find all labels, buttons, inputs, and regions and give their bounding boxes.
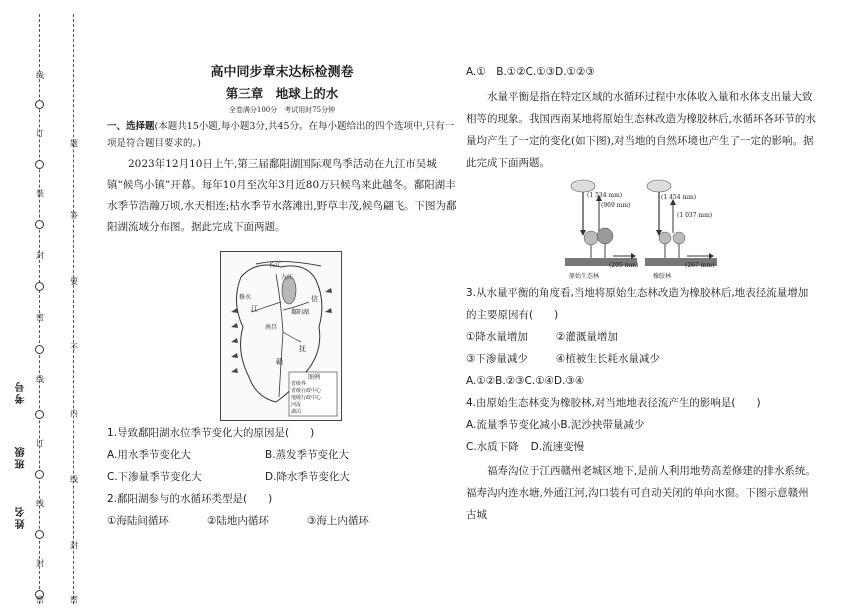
binding-char: 线 xyxy=(36,375,44,384)
q4-option-b[interactable]: B.泥沙挟带量减少 xyxy=(560,419,645,431)
q4-option-c[interactable]: C.水质下降 xyxy=(466,441,519,453)
q4-stem: 4.由原始生态林变为橡胶林,对当地地表径流产生的影响是( ) xyxy=(466,397,761,409)
binding-hole xyxy=(35,282,44,291)
q3-stem: 3.从水量平衡的角度看,当地将原始生态林改造为橡胶林后,地表径流量增加的主要原因有( ) xyxy=(466,287,809,321)
legend-item: 省级行政中心 xyxy=(291,388,322,394)
binding-char: 线 xyxy=(70,475,78,484)
water-balance-diagram xyxy=(561,178,717,282)
legend-item: 湖泊 xyxy=(291,409,302,415)
q1-option-b[interactable]: B.蒸发季节变化大 xyxy=(265,449,350,461)
q1-option-c[interactable]: C.下渗量季节变化大 xyxy=(107,471,202,483)
q1-stem: 1.导致鄱阳湖水位季节变化大的原因是( ) xyxy=(107,427,315,439)
left-runoff-value: (205 mm) xyxy=(609,262,639,269)
binding-char: 密 xyxy=(36,313,44,322)
left-precip-value: (1 534 mm) xyxy=(587,192,623,199)
q3-item-4: ④植被生长耗水量减少 xyxy=(555,353,660,365)
map-label-changjiang: 长江 xyxy=(269,262,282,269)
binding-hole xyxy=(35,345,44,354)
right-transp-value: (1 037 mm) xyxy=(677,212,713,219)
exam-title: 高中同步章末达标检测卷 xyxy=(210,65,354,80)
section-heading: 一、选择题 xyxy=(107,121,155,132)
name-label: 姓名 xyxy=(16,505,27,529)
binding-char: 不 xyxy=(70,343,78,352)
map-legend xyxy=(291,374,337,416)
binding-hole xyxy=(35,410,44,419)
q1-option-d[interactable]: D.降水季节变化大 xyxy=(265,471,350,483)
legend-title: 图例 xyxy=(307,374,320,381)
binding-char: 要 xyxy=(70,277,78,286)
map-label-poyang: 鄱阳湖 xyxy=(291,309,310,316)
questions-1-2 xyxy=(107,422,457,532)
binding-char: 订 xyxy=(36,439,44,448)
left-transp-value: (969 mm) xyxy=(601,202,631,209)
section-instruction-text: (本题共15小题,每小题3分,共45分。在每小题给出的四个选项中,只有一项是符合题目要求的。) xyxy=(107,121,455,149)
binding-char: 装 xyxy=(36,189,44,198)
q3-item-3: ③下渗量减少 xyxy=(466,353,528,365)
right-runoff-value: (267 mm) xyxy=(685,262,715,269)
binding-char: 密 xyxy=(36,595,44,604)
q3-options[interactable]: A.①②B.②③C.①④D.③④ xyxy=(466,375,585,387)
q4-option-a[interactable]: A.流量季节变化减小 xyxy=(466,419,561,431)
q2-item-1: ①海陆间循环 xyxy=(107,515,169,527)
map-label-jiujiang: 九江 xyxy=(281,274,294,281)
q4-options-row2 xyxy=(466,436,816,458)
map-label-fu: 抚 xyxy=(299,345,306,353)
binding-char: 线 xyxy=(36,71,44,80)
binding-char: 内 xyxy=(70,409,78,418)
q4-options-row1 xyxy=(466,414,816,436)
right-column xyxy=(466,62,816,174)
passage-fushougou: 福寿沟位于江西赣州老城区地下,是前人利用地势高差修建的排水系统。福寿沟内连水塘,外通江河,沟口装有可自动关闭的单向水窗。下图示意赣州古城 xyxy=(466,465,816,521)
left-column xyxy=(107,62,457,238)
binding-char: 订 xyxy=(36,129,44,138)
left-caption: 原始生态林 xyxy=(569,273,600,280)
questions-3-4 xyxy=(466,282,816,458)
q2-options[interactable]: A.① B.①②C.①③D.①②③ xyxy=(466,66,595,78)
binding-char: 线 xyxy=(36,499,44,508)
binding-hole xyxy=(35,530,44,539)
q1-option-a[interactable]: A.用水季节变化大 xyxy=(107,449,191,461)
q1-options-row1 xyxy=(107,444,457,466)
binding-char: 密 xyxy=(70,595,78,604)
binding-char: 题 xyxy=(70,139,78,148)
binding-hole xyxy=(35,220,44,229)
right-caption: 橡胶林 xyxy=(653,273,672,280)
legend-item: 地级行政中心 xyxy=(291,395,322,401)
q3-items-row2 xyxy=(466,348,816,370)
id-label: 考号 xyxy=(16,380,27,404)
binding-hole xyxy=(35,470,44,479)
passage-water-balance: 水量平衡是指在特定区域的水循环过程中水体收入量和水体支出量大致相等的现象。我国西南某地将原始生态林改造为橡胶林后,水循环各环节的水量均产生了一定的变化(如下图),对当地的自然环境也产生了一定的影响。据此完成下面两题。 xyxy=(466,91,816,169)
map-label-xin: 信 xyxy=(311,295,318,303)
binding-char: 封 xyxy=(70,541,78,550)
q2-items xyxy=(107,510,457,532)
map-label-gan: 赣 xyxy=(276,358,283,366)
class-label: 班级 xyxy=(16,445,27,469)
poyang-basin-map xyxy=(220,251,342,421)
binding-margin xyxy=(0,0,90,608)
section-instructions xyxy=(107,118,457,152)
map-label-jiang: 江 xyxy=(251,305,258,313)
right-precip-value: (1 454 mm) xyxy=(661,194,697,201)
binding-hole xyxy=(35,160,44,169)
q3-item-2: ②灌溉量增加 xyxy=(555,331,618,343)
binding-line-inner xyxy=(73,14,74,604)
map-label-xiushui: 修水 xyxy=(239,294,252,301)
q1-options-row2 xyxy=(107,466,457,488)
legend-item: 河流 xyxy=(291,402,302,408)
q4-option-d[interactable]: D.流速变慢 xyxy=(530,441,585,453)
passage-poyang: 2023年12月10日上午,第三届鄱阳湖国际观鸟季活动在九江市吴城镇“候鸟小镇”开幕。每年10月至次年3月近80万只候鸟来此越冬。鄱阳湖丰水季节浩瀚万顷,水天相连;枯水季节水落滩出,野草丰茂,候鸟翩飞。下图为鄱阳湖流域分布图。据此完成下面两题。 xyxy=(107,158,457,233)
q2-item-2: ②陆地内循环 xyxy=(207,515,269,527)
binding-char: 答 xyxy=(70,211,78,220)
q2-item-3: ③海上内循环 xyxy=(307,515,369,527)
binding-hole xyxy=(35,100,44,109)
binding-char: 封 xyxy=(36,251,44,260)
legend-item: 省级界 xyxy=(291,381,307,387)
q3-items-row1 xyxy=(466,326,816,348)
binding-char: 封 xyxy=(36,559,44,568)
chapter-title: 第三章 地球上的水 xyxy=(225,86,339,101)
map-label-nanchang: 南昌 xyxy=(265,324,278,331)
q3-item-1: ①降水量增加 xyxy=(466,331,528,343)
exam-note: 全卷满分100分 考试用时75分钟 xyxy=(228,106,336,114)
q2-stem: 2.鄱阳湖参与的水循环类型是( ) xyxy=(107,493,273,505)
